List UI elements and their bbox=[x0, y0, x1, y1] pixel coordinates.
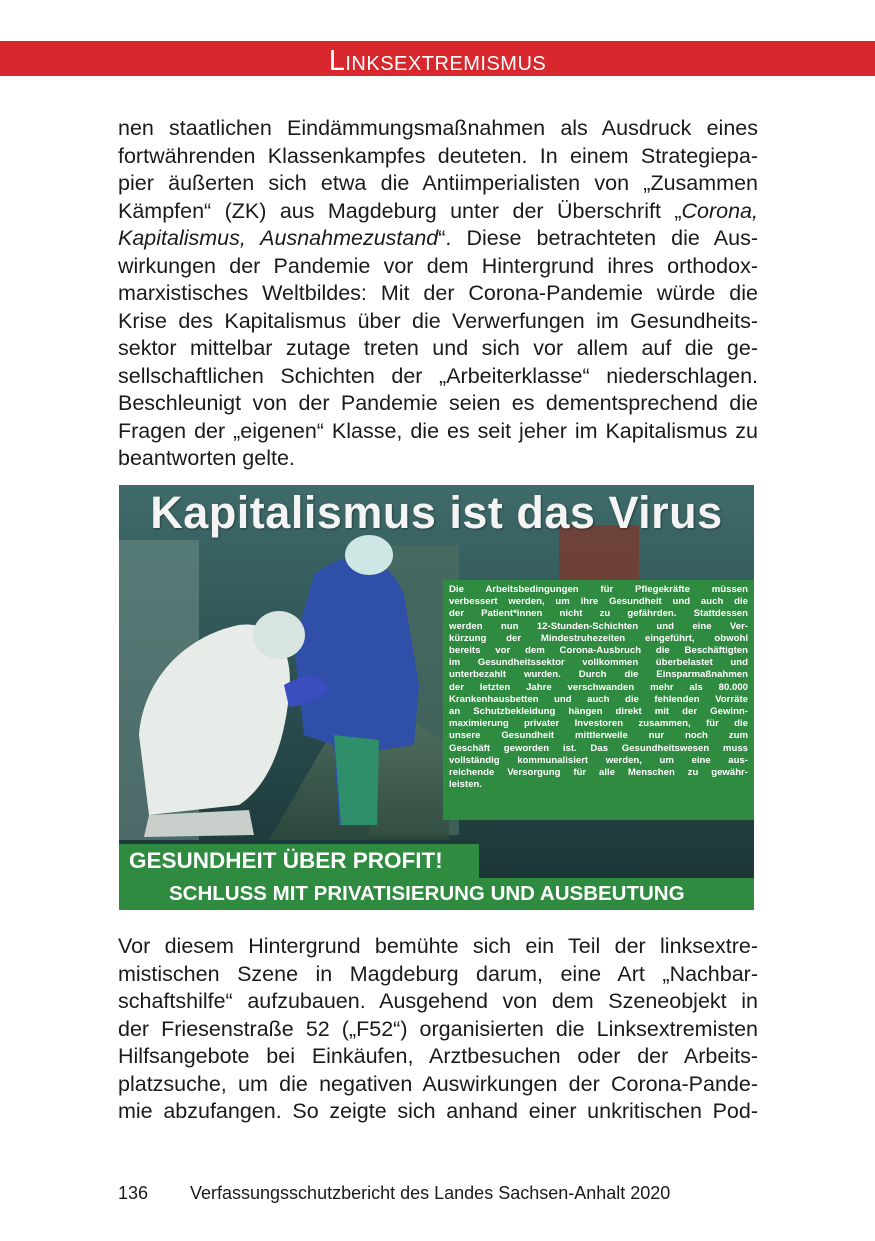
poster-image bbox=[119, 485, 754, 910]
poster-text-line: vollständig kommunalisiert werden, um eine aus- bbox=[449, 754, 748, 766]
text-line: mie abzufangen. So zeigte sich anhand einer unkritischen Pod- bbox=[118, 1099, 758, 1123]
poster-text-line: unsere Gesundheit mittlerweile nur noch zum bbox=[449, 730, 748, 742]
text-line bbox=[118, 225, 758, 253]
text-line: beantworten gelte. bbox=[118, 446, 295, 470]
text-line: platzsuche, um die negativen Auswirkungen der Corona-Pande- bbox=[118, 1071, 758, 1096]
text-line: der Friesenstraße 52 („F52“) organisierten die Linksextremisten bbox=[118, 1016, 758, 1041]
poster-banner-text: GESUNDHEIT ÜBER PROFIT! bbox=[129, 848, 443, 873]
text-segment: Kämpfen“ (ZK) aus Magdeburg unter der Überschrift „ bbox=[118, 198, 682, 223]
text-segment: “. Diese betrachteten die Aus- bbox=[438, 226, 758, 250]
page-number: 136 bbox=[118, 1183, 149, 1203]
text-line bbox=[118, 198, 758, 226]
text-line: Fragen der „eigenen“ Klasse, die es seit jeher im Kapitalismus zu bbox=[118, 418, 758, 443]
italic-title: Kapitalismus, Ausnahmezustand bbox=[118, 226, 439, 250]
poster-banner-slogan bbox=[119, 844, 479, 878]
poster-text-line: werden nun 12-Stunden-Schichten und eine Ver- bbox=[449, 620, 748, 632]
paragraph-2 bbox=[118, 933, 758, 1126]
poster-banner-text: SCHLUSS MIT PRIVATISIERUNG UND AUSBEUTUNG bbox=[169, 882, 685, 905]
text-line: Hilfsangebote bei Einkäufen, Arztbesuchen oder der Arbeits- bbox=[118, 1044, 758, 1068]
chapter-title: Linksextremismus bbox=[328, 45, 547, 77]
text-line: mistischen Szene in Magdeburg darum, eine Art „Nachbar- bbox=[118, 961, 758, 986]
poster-text-line: reichende Versorgung für alle Menschen zu gewähr- bbox=[449, 767, 748, 779]
text-line: nen staatlichen Eindämmungsmaßnahmen als Ausdruck eines bbox=[118, 116, 758, 140]
poster-text-line: Krankenhausbetten und auch die fehlenden Vorräte bbox=[449, 693, 748, 705]
poster-text-line: Geschäft geworden ist. Das Gesundheitswesen muss bbox=[449, 742, 748, 754]
poster-text-line: im Gesundheitssektor vollkommen überbelastet und bbox=[449, 657, 748, 669]
text-line: fortwährenden Klassenkampfes deuteten. In einem Strategiepa- bbox=[118, 143, 758, 168]
poster-text-line: bereits vor dem Corona-Ausbruch die Beschäftigten bbox=[449, 645, 748, 657]
paragraph-1 bbox=[118, 115, 758, 473]
poster-text-line: verbessert werden, um ihre Gesundheit und auch die bbox=[449, 596, 748, 608]
text-line: Vor diesem Hintergrund bemühte sich ein Teil der linksextre- bbox=[118, 934, 758, 958]
text-line: wirkungen der Pandemie vor dem Hintergrund ihres orthodox- bbox=[118, 253, 758, 278]
text-line: Krise des Kapitalismus über die Verwerfungen im Gesundheits- bbox=[118, 308, 758, 333]
text-line: schaftshilfe“ aufzubauen. Ausgehend von dem Szeneobjekt in bbox=[118, 989, 758, 1013]
text-line: pier äußerten sich etwa die Antiimperialisten von „Zusammen bbox=[118, 171, 758, 195]
poster-text-line: maximierung privater Investoren zusammen, für die bbox=[449, 718, 748, 730]
poster-text-line: leisten. bbox=[449, 779, 483, 791]
page-footer bbox=[118, 1181, 670, 1205]
poster-headline: Kapitalismus ist das Virus bbox=[150, 487, 723, 538]
text-line: marxistisches Weltbildes: Mit der Corona-Pandemie würde die bbox=[118, 281, 758, 305]
text-line: sellschaftlichen Schichten der „Arbeiterklasse“ niederschlagen. bbox=[118, 363, 758, 388]
poster-text-line: unterbezahlt wurden. Durch die Einsparmaßnahmen bbox=[449, 669, 748, 681]
poster-text-line: kürzung der Mindestruhezeiten eingeführt, obwohl bbox=[449, 632, 748, 644]
poster-text-line: Die Arbeitsbedingungen für Pflegekräfte müssen bbox=[449, 584, 748, 595]
poster-banner-demand bbox=[119, 878, 754, 910]
poster-textbox bbox=[443, 580, 754, 820]
italic-title: Corona, bbox=[681, 198, 758, 223]
text-line: sektor mittelbar zutage treten und sich vor allem auf die ge- bbox=[118, 336, 758, 360]
poster-text-line: der Patient*innen nicht zu gefährden. Stattdessen bbox=[449, 608, 748, 620]
text-line: Beschleunigt von der Pandemie seien es dementsprechend die bbox=[118, 391, 758, 415]
poster-text-line: an Schutzbekleidung hängen direkt mit der Gewinn- bbox=[449, 706, 748, 718]
poster-text-line: der letzten Jahre verschwanden mehr als 80.000 bbox=[449, 681, 748, 693]
publication-title: Verfassungsschutzbericht des Landes Sachsen-Anhalt 2020 bbox=[190, 1183, 671, 1203]
